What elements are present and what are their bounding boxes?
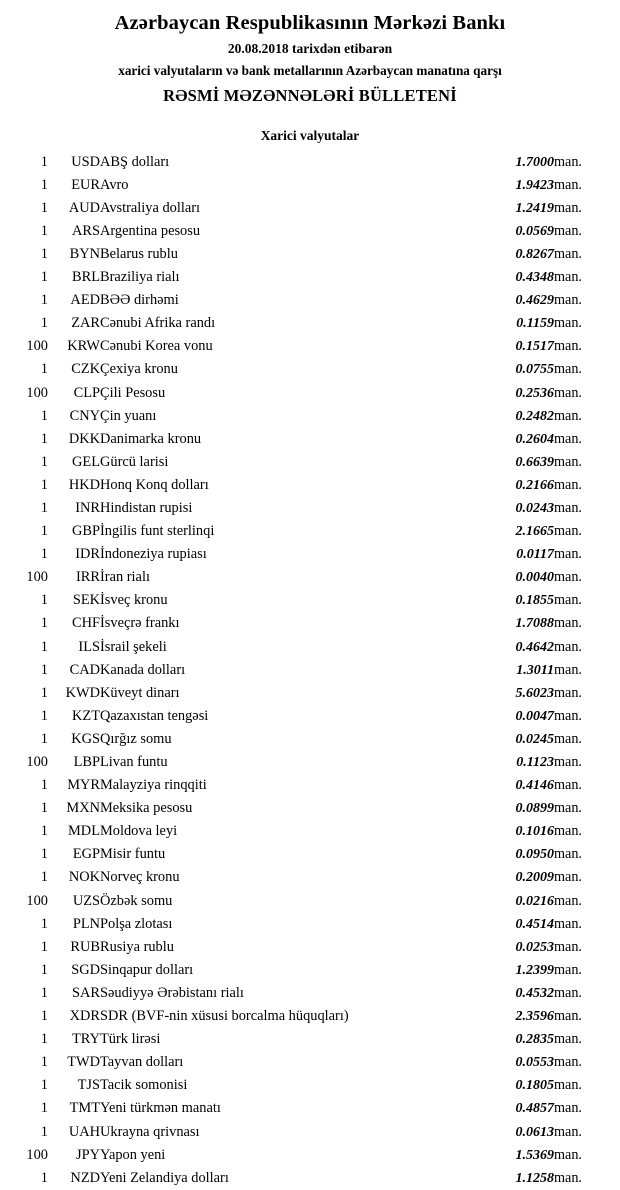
currency-code: KZT (72, 707, 100, 724)
currency-quantity: 1 (40, 961, 48, 978)
currency-unit-label: man. (554, 754, 582, 770)
currency-name: İngilis funt sterlinqi (100, 523, 215, 540)
currency-name: Gürcü larisi (100, 453, 169, 470)
table-row (0, 197, 620, 220)
currency-quantity: 1 (40, 938, 48, 955)
currency-quantity: 1 (40, 707, 48, 724)
currency-rate: 0.4532 (515, 985, 554, 1001)
table-row (0, 382, 620, 405)
document-header (0, 12, 620, 106)
currency-unit-label: man. (554, 222, 582, 239)
table-row (0, 636, 620, 659)
currency-quantity: 1 (40, 638, 48, 655)
bank-title: Azərbaycan Respublikasının Mərkəzi Bankı (114, 12, 506, 34)
currency-rate: 0.4348 (515, 270, 554, 286)
currency-unit-label: man. (554, 638, 582, 655)
currency-quantity: 1 (40, 245, 48, 262)
effective-date-line: 20.08.2018 tarixdən etibarən (227, 40, 393, 56)
currency-rate: 0.0899 (515, 801, 554, 817)
currency-code: XDR (69, 1008, 100, 1025)
currency-unit-label: man. (554, 546, 582, 563)
currency-rate: 2.1665 (515, 524, 554, 540)
currency-name: Çexiya kronu (100, 361, 178, 378)
currency-rate: 0.1016 (515, 824, 554, 840)
currency-code: IRR (76, 569, 100, 586)
currency-quantity: 1 (40, 499, 48, 516)
currency-rate: 0.2482 (515, 408, 554, 424)
currency-unit-label: man. (554, 615, 582, 632)
currency-code: KRW (67, 338, 100, 355)
currency-quantity: 100 (26, 384, 48, 401)
currency-code: AUD (68, 199, 100, 216)
currency-unit-label: man. (554, 592, 582, 609)
table-row (0, 659, 620, 682)
currency-code: GBP (72, 523, 100, 540)
currency-code: CNY (69, 407, 100, 424)
currency-name: Cənubi Afrika randı (100, 315, 216, 332)
currency-code: USD (71, 153, 100, 170)
currency-rate: 0.0040 (515, 570, 554, 586)
currency-unit-label: man. (554, 384, 582, 401)
currency-quantity: 1 (40, 661, 48, 678)
table-row (0, 1005, 620, 1028)
currency-rate: 0.1123 (516, 755, 554, 770)
currency-rate: 0.0553 (515, 1055, 554, 1071)
currency-unit-label: man. (554, 846, 582, 863)
currency-unit-label: man. (554, 523, 582, 540)
currency-name: ABŞ dolları (100, 153, 170, 170)
currency-code: DKK (68, 430, 100, 447)
currency-name: Tacik somonisi (100, 1077, 188, 1094)
currency-unit-label: man. (554, 1123, 582, 1140)
currency-unit-label: man. (554, 684, 582, 701)
table-row (0, 797, 620, 820)
currency-name: İran rialı (100, 569, 150, 586)
currency-name: Kanada dolları (100, 661, 186, 678)
currency-unit-label: man. (554, 1169, 582, 1186)
table-row (0, 266, 620, 289)
currency-name: Tayvan dolları (100, 1054, 184, 1071)
currency-quantity: 1 (40, 1123, 48, 1140)
currency-code: UAH (68, 1123, 100, 1140)
currency-quantity: 1 (40, 730, 48, 747)
currency-rate: 0.0216 (515, 893, 554, 909)
currency-code: MDL (68, 823, 100, 840)
currency-rate: 1.1258 (515, 1170, 554, 1186)
currency-unit-label: man. (554, 1054, 582, 1071)
currency-quantity: 1 (40, 592, 48, 609)
currency-unit-label: man. (554, 153, 582, 170)
table-row (0, 913, 620, 936)
table-row (0, 151, 620, 174)
currency-name: Norveç kronu (100, 869, 180, 886)
currency-code: NOK (68, 869, 100, 886)
currency-code: SAR (72, 984, 100, 1001)
table-row (0, 1074, 620, 1097)
currency-code: MXN (66, 800, 100, 817)
currency-unit-label: man. (554, 777, 582, 794)
currency-quantity: 100 (26, 1146, 48, 1163)
currency-code: MYR (67, 777, 100, 794)
currency-rate: 0.2536 (515, 385, 554, 401)
table-row (0, 890, 620, 913)
currency-rate: 0.4629 (515, 293, 554, 309)
currency-quantity: 1 (40, 846, 48, 863)
currency-quantity: 1 (40, 361, 48, 378)
table-row (0, 335, 620, 358)
table-row (0, 843, 620, 866)
currency-name: Belarus rublu (100, 245, 178, 262)
table-row (0, 289, 620, 312)
currency-rate: 0.0253 (515, 939, 554, 955)
currency-name: Polşa zlotası (100, 915, 173, 932)
table-row (0, 497, 620, 520)
currency-unit-label: man. (554, 453, 582, 470)
currency-code: BYN (69, 245, 100, 262)
currency-name: Türk lirəsi (100, 1031, 161, 1048)
table-row (0, 820, 620, 843)
currency-code: INR (75, 499, 100, 516)
currency-name: Çin yuanı (100, 407, 157, 424)
currency-code: EUR (71, 176, 100, 193)
currency-quantity: 100 (26, 892, 48, 909)
currency-quantity: 1 (40, 407, 48, 424)
currency-unit-label: man. (554, 730, 582, 747)
currency-name: Avstraliya dolları (100, 199, 201, 216)
currency-name: Honq Konq dolları (100, 476, 209, 493)
currency-rate: 0.8267 (515, 246, 554, 262)
currency-quantity: 100 (26, 754, 48, 770)
currency-rate: 0.4857 (515, 1101, 554, 1117)
currency-name: İndoneziya rupiası (100, 546, 207, 563)
table-row (0, 682, 620, 705)
currency-code: JPY (76, 1146, 100, 1163)
table-row (0, 543, 620, 566)
currency-code: SEK (72, 592, 100, 609)
currency-quantity: 1 (40, 915, 48, 932)
currency-quantity: 1 (40, 1077, 48, 1094)
table-row (0, 705, 620, 728)
table-row (0, 1097, 620, 1120)
currency-name: Çili Pesosu (100, 384, 166, 401)
currency-name: İsveç kronu (100, 592, 168, 609)
currency-code: TRY (72, 1031, 100, 1048)
currency-code: CHF (72, 615, 100, 632)
currency-rate: 0.0047 (515, 708, 554, 724)
currency-quantity: 1 (40, 777, 48, 794)
currency-unit-label: man. (554, 707, 582, 724)
currency-rate: 1.9423 (515, 177, 554, 193)
currency-code: IDR (75, 546, 100, 563)
currency-rate: 0.1159 (516, 316, 554, 332)
currency-code: KWD (65, 684, 100, 701)
currency-code: BRL (72, 269, 100, 286)
table-row (0, 728, 620, 751)
currency-name: Rusiya rublu (100, 938, 174, 955)
table-row (0, 1144, 620, 1167)
currency-rate: 0.4514 (515, 916, 554, 932)
currency-rate: 1.2419 (515, 200, 554, 216)
table-row (0, 174, 620, 197)
table-row (0, 520, 620, 543)
table-row (0, 866, 620, 889)
currency-name: Küveyt dinarı (100, 684, 180, 701)
currency-quantity: 1 (40, 199, 48, 216)
currency-quantity: 1 (40, 800, 48, 817)
currency-rate: 0.2604 (515, 431, 554, 447)
currency-quantity: 1 (40, 453, 48, 470)
table-row (0, 358, 620, 381)
currency-code: ILS (78, 638, 100, 655)
currency-quantity: 1 (40, 1054, 48, 1071)
currency-name: Malayziya rinqqiti (100, 777, 207, 794)
currency-rate: 0.0613 (515, 1124, 554, 1140)
currency-code: CAD (69, 661, 100, 678)
table-row (0, 936, 620, 959)
currency-quantity: 1 (40, 269, 48, 286)
currency-rate: 0.0245 (515, 731, 554, 747)
currency-unit-label: man. (554, 938, 582, 955)
currency-unit-label: man. (554, 823, 582, 840)
currency-name: Braziliya rialı (100, 269, 180, 286)
currency-code: GEL (72, 453, 100, 470)
currency-unit-label: man. (554, 499, 582, 516)
currency-code: NZD (70, 1169, 100, 1186)
table-row (0, 405, 620, 428)
currency-unit-label: man. (554, 292, 582, 309)
currency-quantity: 1 (40, 823, 48, 840)
currency-quantity: 1 (40, 546, 48, 563)
table-row (0, 589, 620, 612)
currency-rate: 1.3011 (516, 662, 554, 678)
currency-code: TWD (67, 1054, 100, 1071)
currency-name: Danimarka kronu (100, 430, 202, 447)
currency-unit-label: man. (554, 476, 582, 493)
currency-rate: 0.2166 (515, 477, 554, 493)
currency-name: Yeni türkmən manatı (100, 1100, 221, 1117)
currency-name: Misir funtu (100, 846, 166, 863)
currency-rate: 1.7088 (515, 616, 554, 632)
currency-name: Livan funtu (100, 754, 168, 770)
currency-rate: 0.0243 (515, 500, 554, 516)
currency-unit-label: man. (554, 915, 582, 932)
currency-unit-label: man. (554, 569, 582, 586)
table-row (0, 220, 620, 243)
currency-unit-label: man. (554, 245, 582, 262)
currency-quantity: 1 (40, 476, 48, 493)
currency-quantity: 1 (40, 1169, 48, 1186)
currency-quantity: 1 (40, 176, 48, 193)
currency-unit-label: man. (554, 1077, 582, 1094)
currency-code: UZS (72, 892, 100, 909)
currency-rates-table (0, 151, 620, 1190)
currency-quantity: 1 (40, 1100, 48, 1117)
table-row (0, 1167, 620, 1190)
currency-quantity: 1 (40, 1008, 48, 1025)
currency-unit-label: man. (554, 869, 582, 886)
currency-rate: 0.1805 (515, 1078, 554, 1094)
currency-rate: 0.4642 (515, 639, 554, 655)
table-row (0, 312, 620, 335)
currency-unit-label: man. (554, 361, 582, 378)
currency-rate: 0.1855 (515, 593, 554, 609)
currency-unit-label: man. (554, 961, 582, 978)
currency-unit-label: man. (554, 407, 582, 424)
currency-rate: 2.3596 (515, 1009, 554, 1025)
currency-unit-label: man. (554, 892, 582, 909)
currency-code: PLN (72, 915, 100, 932)
currency-name: Yeni Zelandiya dolları (100, 1169, 229, 1186)
currency-name: Səudiyyə Ərəbistanı rialı (100, 984, 244, 1001)
currency-name: Özbək somu (100, 892, 173, 909)
currency-code: CLP (73, 384, 100, 401)
currency-code: HKD (68, 476, 100, 493)
currency-quantity: 1 (40, 153, 48, 170)
table-row (0, 982, 620, 1005)
table-row (0, 428, 620, 451)
currency-unit-label: man. (554, 430, 582, 447)
currency-code: EGP (72, 846, 100, 863)
currency-unit-label: man. (554, 800, 582, 817)
currency-rate: 0.2009 (515, 870, 554, 886)
currency-name: Yapon yeni (100, 1146, 166, 1163)
currency-code: AED (70, 292, 100, 309)
currency-name: SDR (BVF-nin xüsusi borcalma hüquqları) (100, 1008, 349, 1025)
table-row (0, 451, 620, 474)
document-subtitle: xarici valyutaların və bank metallarının Azərbaycan manatına qarşı (118, 62, 502, 78)
table-row (0, 612, 620, 635)
section-title-foreign-currencies: Xarici valyutalar (260, 127, 360, 143)
currency-unit-label: man. (554, 315, 582, 332)
currency-rate: 1.5369 (515, 1147, 554, 1163)
currency-quantity: 1 (40, 615, 48, 632)
currency-quantity: 1 (40, 869, 48, 886)
currency-unit-label: man. (554, 1100, 582, 1117)
currency-rate: 5.6023 (515, 685, 554, 701)
currency-unit-label: man. (554, 661, 582, 678)
table-row (0, 774, 620, 797)
currency-quantity: 1 (40, 222, 48, 239)
currency-quantity: 1 (40, 315, 48, 332)
currency-rate: 1.2399 (515, 962, 554, 978)
currency-code: LBP (73, 754, 100, 770)
currency-quantity: 1 (40, 984, 48, 1001)
currency-rate: 0.0950 (515, 847, 554, 863)
currency-quantity: 1 (40, 523, 48, 540)
currency-code: RUB (70, 938, 100, 955)
table-row (0, 1028, 620, 1051)
currency-code: CZK (71, 361, 100, 378)
currency-code: TMT (69, 1100, 100, 1117)
currency-name: Hindistan rupisi (100, 499, 193, 516)
table-row (0, 1051, 620, 1074)
currency-quantity: 1 (40, 1031, 48, 1048)
currency-unit-label: man. (554, 199, 582, 216)
bulletin-title: RƏSMİ MƏZƏNNƏLƏRİ BÜLLETENİ (163, 85, 457, 105)
currency-rate: 0.1517 (515, 339, 554, 355)
currency-unit-label: man. (554, 176, 582, 193)
currency-quantity: 1 (40, 684, 48, 701)
currency-quantity: 1 (40, 292, 48, 309)
currency-quantity: 1 (40, 430, 48, 447)
table-row (0, 474, 620, 497)
currency-unit-label: man. (554, 1031, 582, 1048)
currency-rate: 0.6639 (515, 454, 554, 470)
currency-rate: 0.0569 (515, 223, 554, 239)
currency-unit-label: man. (554, 269, 582, 286)
currency-code: TJS (77, 1077, 100, 1094)
currency-name: Ukrayna qrivnası (100, 1123, 200, 1140)
currency-name: Qırğız somu (100, 730, 172, 747)
currency-unit-label: man. (554, 984, 582, 1001)
currency-name: Moldova leyi (100, 823, 178, 840)
currency-rate: 0.4146 (515, 778, 554, 794)
currency-name: Meksika pesosu (100, 800, 193, 817)
currency-code: ZAR (71, 315, 100, 332)
table-row (0, 751, 620, 774)
currency-code: SGD (71, 961, 100, 978)
currency-rate: 0.2835 (515, 1032, 554, 1048)
currency-name: Sinqapur dolları (100, 961, 194, 978)
currency-code: KGS (71, 730, 100, 747)
currency-unit-label: man. (554, 338, 582, 355)
currency-code: ARS (72, 222, 100, 239)
currency-name: Cənubi Korea vonu (100, 338, 213, 355)
currency-quantity: 100 (26, 338, 48, 355)
currency-name: İsveçrə frankı (100, 615, 180, 632)
currency-quantity: 100 (26, 569, 48, 586)
currency-name: Avro (100, 176, 129, 193)
currency-unit-label: man. (554, 1008, 582, 1025)
currency-rate: 0.0755 (515, 362, 554, 378)
table-row (0, 566, 620, 589)
table-row (0, 959, 620, 982)
currency-name: Qazaxıstan tengəsi (100, 707, 209, 724)
currency-rate: 0.0117 (516, 547, 554, 563)
currency-rate: 1.7000 (515, 154, 554, 170)
table-row (0, 1121, 620, 1144)
currency-name: Argentina pesosu (100, 222, 201, 239)
currency-unit-label: man. (554, 1146, 582, 1163)
currency-name: BƏƏ dirhəmi (100, 292, 179, 309)
table-row (0, 243, 620, 266)
currency-name: İsrail şekeli (100, 638, 167, 655)
